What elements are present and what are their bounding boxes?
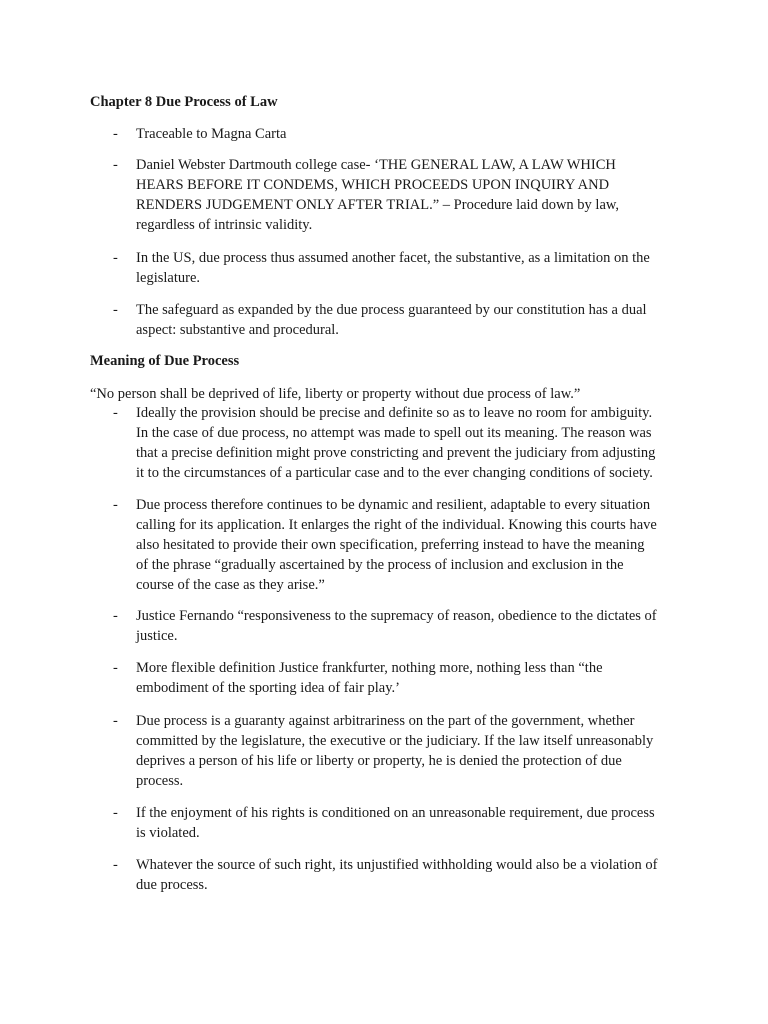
text-line: also hesitated to provide their own specification, preferring instead to have the meaning (136, 537, 645, 553)
text-line: RENDERS JUDGEMENT ONLY AFTER TRIAL.” – Procedure laid down by law, (136, 197, 620, 213)
list-item-text (136, 606, 683, 646)
text-line: course of the case as they arise.” (136, 577, 325, 593)
list-item-text (136, 658, 683, 698)
list-item (113, 606, 683, 646)
bullet-marker: - (113, 608, 118, 624)
list-item-text (136, 855, 683, 895)
constitution-quote: “No person shall be deprived of life, liberty or property without due process of law.” (90, 386, 581, 402)
text-line: In the case of due process, no attempt was made to spell out its meaning. The reason was (136, 425, 652, 441)
list-item (113, 403, 683, 483)
text-line: committed by the legislature, the executive or the judiciary. If the law itself unreasonably (136, 733, 654, 749)
list-item (113, 855, 683, 895)
list-item-text (136, 803, 683, 843)
chapter-heading: Chapter 8 Due Process of Law (90, 94, 278, 110)
text-line: regardless of intrinsic validity. (136, 217, 313, 233)
text-line: is violated. (136, 825, 200, 841)
list-item-text (136, 155, 683, 235)
text-line: Justice Fernando “responsiveness to the supremacy of reason, obedience to the dictates of (136, 608, 657, 624)
text-line: In the US, due process thus assumed another facet, the substantive, as a limitation on the (136, 250, 650, 266)
list-item-text (136, 248, 683, 288)
text-line: Whatever the source of such right, its unjustified withholding would also be a violation of (136, 857, 658, 873)
text-line: If the enjoyment of his rights is conditioned on an unreasonable requirement, due process (136, 805, 655, 821)
bullet-marker: - (113, 405, 118, 421)
list-item (113, 495, 683, 595)
list-item-text (136, 300, 683, 340)
text-line: deprives a person of his life or liberty or property, he is denied the protection of due (136, 753, 622, 769)
section-heading: Meaning of Due Process (90, 353, 240, 369)
bullet-marker: - (113, 157, 118, 173)
text-line: aspect: substantive and procedural. (136, 322, 339, 338)
text-line: due process. (136, 877, 208, 893)
list-item-text (136, 495, 683, 595)
text-line: justice. (136, 628, 178, 644)
text-line: process. (136, 773, 184, 789)
bullet-marker: - (113, 250, 118, 266)
text-line: Ideally the provision should be precise and definite so as to leave no room for ambiguity. (136, 405, 653, 421)
text-line: legislature. (136, 270, 201, 286)
text-line: Due process is a guaranty against arbitrariness on the part of the government, whether (136, 713, 635, 729)
text-line: Traceable to Magna Carta (136, 126, 287, 142)
text-line: of the phrase “gradually ascertained by the process of inclusion and exclusion in the (136, 557, 624, 573)
text-line: The safeguard as expanded by the due process guaranteed by our constitution has a dual (136, 302, 647, 318)
list-item (113, 124, 683, 144)
text-line: calling for its application. It enlarges the right of the individual. Knowing this courts have (136, 517, 657, 533)
bullet-marker: - (113, 126, 118, 142)
list-item (113, 803, 683, 843)
list-item-text (136, 124, 683, 144)
bullet-marker: - (113, 713, 118, 729)
bullet-marker: - (113, 660, 118, 676)
text-line: Due process therefore continues to be dynamic and resilient, adaptable to every situation (136, 497, 651, 513)
list-item (113, 658, 683, 698)
text-line: HEARS BEFORE IT CONDEMS, WHICH PROCEEDS UPON INQUIRY AND (136, 177, 610, 193)
list-item-text (136, 711, 683, 791)
list-item-text (136, 403, 683, 483)
list-item (113, 711, 683, 791)
text-line: Daniel Webster Dartmouth college case- ‘THE GENERAL LAW, A LAW WHICH (136, 157, 616, 173)
text-line: that a precise definition might prove constricting and prevent the judiciary from adjusting (136, 445, 656, 461)
bullet-marker: - (113, 857, 118, 873)
bullet-marker: - (113, 805, 118, 821)
list-item (113, 248, 683, 288)
list-item (113, 300, 683, 340)
bullet-marker: - (113, 302, 118, 318)
text-line: it to the circumstances of a particular case and to the ever changing conditions of society. (136, 465, 653, 481)
text-line: embodiment of the sporting idea of fair play.’ (136, 680, 401, 696)
bullet-marker: - (113, 497, 118, 513)
list-item (113, 155, 683, 235)
text-line: More flexible definition Justice frankfurter, nothing more, nothing less than “the (136, 660, 603, 676)
